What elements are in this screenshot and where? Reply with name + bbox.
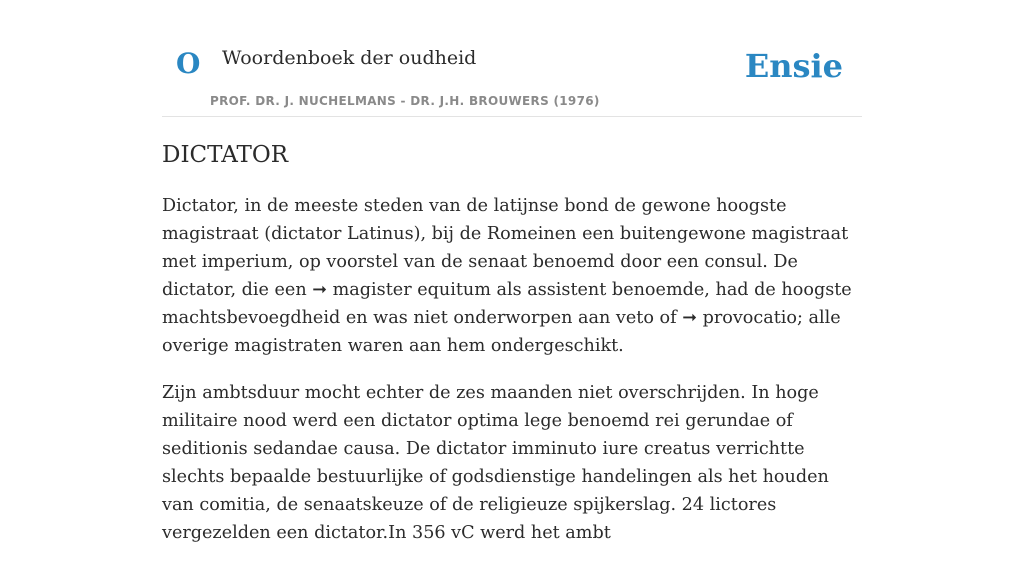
paragraph-1-text-a: Dictator, in de meeste steden van de latijnse bond de gewone hoogste magistraat (dictator Latinus), bij de Romeinen een buitengewone magistraat met imperium, op voorstel van de senaat benoemd door een consul. De dictator, die een [162, 196, 849, 300]
paragraph-1-text-c: ; alle overige magistraten waren aan hem ondergeschikt. [162, 308, 841, 356]
book-title[interactable]: Woordenboek der oudheid [222, 47, 477, 69]
paragraph-1 [162, 192, 862, 360]
arrow-right-icon: ➞ [312, 280, 328, 300]
ensie-logo[interactable]: Ensie [744, 47, 843, 85]
book-logo-letter[interactable]: O [176, 47, 201, 80]
header [162, 0, 862, 117]
entry-title: DICTATOR [162, 142, 289, 168]
book-authors: PROF. DR. J. NUCHELMANS - DR. J.H. BROUWERS (1976) [210, 94, 600, 108]
page [162, 0, 862, 543]
paragraph-2: Zijn ambtsduur mocht echter de zes maanden niet overschrijden. In hoge militaire nood werd een dictator optima lege benoemd rei gerundae of seditionis sedandae causa. De dictator imminuto iure creatus verrichtte slechts bepaalde bestuurlijke of godsdienstige handelingen als het houden van comitia, de senaatskeuze of de religieuze spijkerslag. 24 lictores vergezelden een dictator.In 356 vC werd het ambt [162, 383, 829, 543]
arrow-right-icon: ➞ [682, 308, 697, 328]
xref-provocatio[interactable] [682, 308, 797, 328]
xref-label: magister equitum [332, 280, 491, 300]
entry-content [162, 192, 862, 566]
paragraph-1-text-b: als assistent benoemde, had de hoogste machtsbevoegdheid en was niet onderworpen aan veto of [162, 280, 852, 328]
xref-label: provocatio [702, 308, 798, 328]
xref-magister-equitum[interactable] [312, 280, 491, 300]
